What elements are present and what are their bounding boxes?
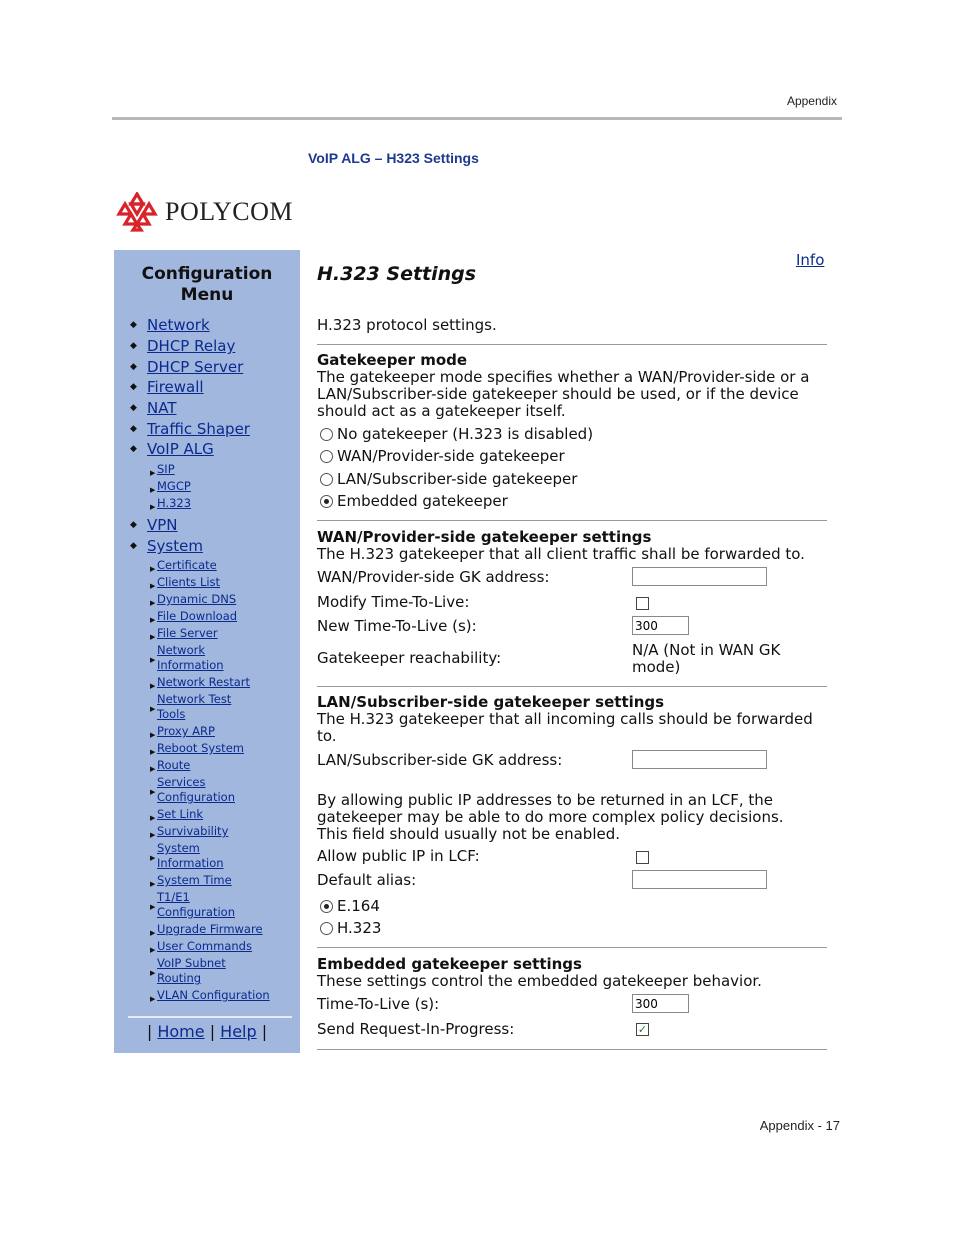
triangle-bullet-icon: ▶	[150, 731, 156, 739]
submenu-link[interactable]: Routing	[157, 971, 202, 985]
menu-item-vpn[interactable]	[130, 516, 178, 534]
menu-link[interactable]: NAT	[147, 399, 177, 417]
page-footer: Appendix - 17	[759, 1118, 840, 1133]
triangle-bullet-icon: ▶	[150, 831, 156, 839]
submenu-item-system[interactable]	[150, 956, 226, 986]
submenu-link[interactable]: Proxy ARP	[157, 724, 215, 738]
triangle-bullet-icon: ▶	[150, 946, 156, 954]
radio-button[interactable]	[320, 428, 333, 441]
submenu-link[interactable]: VoIP Subnet	[157, 956, 226, 970]
lan-settings-desc-1: The H.323 gatekeeper that all incoming calls should be forwarded	[317, 710, 813, 728]
diamond-bullet-icon: ◆	[130, 541, 137, 551]
triangle-bullet-icon: ▶	[150, 616, 156, 624]
submenu-link[interactable]: T1/E1	[157, 890, 190, 904]
submenu-item-system[interactable]	[150, 692, 231, 722]
sidebar-footer-links	[114, 1022, 300, 1041]
triangle-bullet-icon: ▶	[150, 565, 156, 573]
submenu-link[interactable]: SIP	[157, 462, 175, 476]
menu-link[interactable]: Traffic Shaper	[147, 420, 250, 438]
new-ttl-input[interactable]	[632, 616, 689, 635]
radio-button[interactable]	[320, 473, 333, 486]
menu-link[interactable]: System	[147, 537, 203, 555]
section-divider	[317, 520, 827, 521]
submenu-link[interactable]: Route	[157, 758, 191, 772]
polycom-logo	[115, 192, 293, 232]
page-title: H.323 Settings	[317, 263, 477, 285]
radio-label: H.323	[337, 919, 382, 937]
submenu-link[interactable]: Network Test	[157, 692, 232, 706]
submenu-link[interactable]: Reboot System	[157, 741, 244, 755]
page-header: Appendix	[786, 94, 837, 108]
gatekeeper-mode-desc-2: LAN/Subscriber-side gatekeeper should be used, or if the device	[317, 385, 799, 403]
submenu-link[interactable]: Network Restart	[157, 675, 251, 689]
send-rip-checkbox[interactable]: ✓	[637, 1023, 648, 1036]
gk-reachability-value	[632, 642, 780, 676]
submenu-link[interactable]: Configuration	[157, 790, 235, 804]
submenu-item-system[interactable]	[150, 643, 224, 673]
triangle-bullet-icon: ▶	[150, 748, 156, 756]
triangle-bullet-icon: ▶	[150, 633, 156, 641]
menu-item-traffic-shaper[interactable]	[130, 420, 250, 438]
radio-lan-gatekeeper[interactable]	[320, 470, 577, 488]
diamond-bullet-icon: ◆	[130, 444, 137, 454]
triangle-bullet-icon: ▶	[150, 854, 156, 862]
submenu-item-system[interactable]	[150, 890, 235, 920]
gk-reachability-value-line2: mode)	[632, 658, 681, 676]
menu-item-firewall[interactable]	[130, 378, 204, 396]
wan-gk-address-input[interactable]	[632, 567, 767, 586]
menu-link[interactable]: Firewall	[147, 378, 204, 396]
diamond-bullet-icon: ◆	[130, 403, 137, 413]
submenu-link[interactable]: User Commands	[157, 939, 252, 953]
lan-settings-heading: LAN/Subscriber-side gatekeeper settings	[317, 693, 665, 711]
logo-text: POLYCOM	[165, 197, 294, 226]
radio-button[interactable]	[320, 922, 333, 935]
menu-link[interactable]: Network	[147, 316, 210, 334]
embedded-ttl-label: Time-To-Live (s):	[317, 995, 440, 1013]
triangle-bullet-icon: ▶	[150, 969, 156, 977]
triangle-bullet-icon: ▶	[150, 788, 156, 796]
menu-item-dhcp-relay[interactable]	[130, 337, 235, 355]
triangle-bullet-icon: ▶	[150, 765, 156, 773]
new-ttl-label: New Time-To-Live (s):	[317, 617, 477, 635]
gatekeeper-mode-desc-1: The gatekeeper mode specifies whether a WAN/Provider-side or a	[317, 368, 810, 386]
radio-label: WAN/Provider-side gatekeeper	[337, 447, 565, 465]
menu-link[interactable]: VPN	[147, 516, 178, 534]
figure-caption: VoIP ALG – H323 Settings	[308, 150, 479, 166]
radio-alias-e164[interactable]	[320, 897, 380, 915]
triangle-bullet-icon: ▶	[150, 814, 156, 822]
menu-item-voip-alg[interactable]	[130, 440, 214, 458]
submenu-item-system[interactable]	[150, 841, 224, 871]
home-link[interactable]: Home	[157, 1022, 205, 1041]
diamond-bullet-icon: ◆	[130, 320, 137, 330]
submenu-link[interactable]: System	[157, 841, 200, 855]
diamond-bullet-icon: ◆	[130, 520, 137, 530]
triangle-bullet-icon: ▶	[150, 880, 156, 888]
menu-item-nat[interactable]	[130, 399, 176, 417]
modify-ttl-label: Modify Time-To-Live:	[317, 593, 470, 611]
sidebar-title-line2: Menu	[180, 285, 234, 305]
header-rule	[112, 117, 842, 120]
submenu-link[interactable]: File Download	[157, 609, 238, 623]
modify-ttl-checkbox[interactable]	[636, 597, 649, 610]
allow-public-ip-checkbox[interactable]	[636, 851, 649, 864]
embedded-settings-heading: Embedded gatekeeper settings	[317, 955, 582, 973]
radio-button-selected[interactable]	[320, 495, 333, 508]
triangle-bullet-icon: ▶	[150, 682, 156, 690]
section-divider	[317, 947, 827, 948]
diamond-bullet-icon: ◆	[130, 341, 137, 351]
submenu-link[interactable]: Certificate	[157, 558, 217, 572]
section-divider	[317, 344, 827, 345]
radio-wan-gatekeeper[interactable]	[320, 447, 565, 465]
menu-link[interactable]: VoIP ALG	[147, 440, 214, 458]
radio-label: No gatekeeper (H.323 is disabled)	[337, 425, 594, 443]
submenu-link[interactable]: Set Link	[157, 807, 204, 821]
lan-gk-address-label: LAN/Subscriber-side GK address:	[317, 751, 563, 769]
gatekeeper-mode-desc-3: should act as a gatekeeper itself.	[317, 402, 566, 420]
submenu-link[interactable]: Tools	[157, 707, 186, 721]
public-ip-desc-3: This field should usually not be enabled.	[317, 825, 621, 843]
submenu-link[interactable]: Configuration	[157, 905, 235, 919]
default-alias-label: Default alias:	[317, 871, 417, 889]
embedded-ttl-input[interactable]	[632, 994, 689, 1013]
info-link[interactable]: Info	[796, 251, 825, 269]
submenu-link[interactable]: VLAN Configuration	[157, 988, 270, 1002]
submenu-link[interactable]: Information	[157, 658, 224, 672]
diamond-bullet-icon: ◆	[130, 424, 137, 434]
triangle-bullet-icon: ▶	[150, 486, 156, 494]
submenu-link[interactable]: MGCP	[157, 479, 191, 493]
section-divider	[317, 686, 827, 687]
menu-link[interactable]: DHCP Relay	[147, 337, 236, 355]
radio-label: LAN/Subscriber-side gatekeeper	[337, 470, 578, 488]
section-divider	[317, 1049, 827, 1050]
sidebar-title-line1: Configuration	[141, 264, 273, 284]
footer-separator: |	[146, 1022, 153, 1041]
triangle-bullet-icon: ▶	[150, 582, 156, 590]
menu-item-system[interactable]	[130, 537, 203, 555]
submenu-link[interactable]: Services	[157, 775, 206, 789]
sidebar-title	[114, 264, 300, 306]
radio-button[interactable]	[320, 450, 333, 463]
menu-link[interactable]: DHCP Server	[147, 358, 244, 376]
submenu-link[interactable]: Upgrade Firmware	[157, 922, 263, 936]
intro-text: H.323 protocol settings.	[317, 316, 497, 334]
submenu-link[interactable]: Clients List	[157, 575, 221, 589]
default-alias-input[interactable]	[632, 870, 767, 889]
diamond-bullet-icon: ◆	[130, 362, 137, 372]
radio-label: Embedded gatekeeper	[337, 492, 508, 510]
triangle-bullet-icon: ▶	[150, 929, 156, 937]
radio-alias-h323[interactable]	[320, 919, 381, 937]
config-menu-sidebar	[114, 250, 300, 1053]
allow-public-ip-label: Allow public IP in LCF:	[317, 847, 480, 865]
submenu-item-system[interactable]	[150, 775, 235, 805]
radio-embedded-gatekeeper[interactable]	[320, 492, 508, 510]
triangle-bullet-icon: ▶	[150, 903, 156, 911]
triangle-bullet-icon: ▶	[150, 599, 156, 607]
gatekeeper-mode-heading: Gatekeeper mode	[317, 351, 468, 369]
submenu-link[interactable]: Information	[157, 856, 224, 870]
send-rip-label: Send Request-In-Progress:	[317, 1020, 515, 1038]
footer-separator: |	[261, 1022, 268, 1041]
submenu-item-system[interactable]	[150, 988, 270, 1007]
menu-item-dhcp-server[interactable]	[130, 358, 243, 376]
public-ip-desc-2: gatekeeper may be able to do more complex policy decisions.	[317, 808, 784, 826]
submenu-link[interactable]: Network	[157, 643, 206, 657]
embedded-settings-desc: These settings control the embedded gatekeeper behavior.	[317, 972, 762, 990]
footer-separator: |	[209, 1022, 216, 1041]
wan-settings-heading: WAN/Provider-side gatekeeper settings	[317, 528, 652, 546]
polycom-triangles-logo	[115, 192, 159, 232]
radio-no-gatekeeper[interactable]	[320, 425, 593, 443]
submenu-link[interactable]: H.323	[157, 496, 192, 510]
wan-gk-address-label: WAN/Provider-side GK address:	[317, 568, 550, 586]
gk-reachability-value-line1: N/A (Not in WAN GK	[632, 641, 781, 659]
help-link[interactable]: Help	[220, 1022, 257, 1041]
radio-label: E.164	[337, 897, 380, 915]
lan-settings-desc-2: to.	[317, 727, 337, 745]
submenu-link[interactable]: Dynamic DNS	[157, 592, 237, 606]
triangle-bullet-icon: ▶	[150, 656, 156, 664]
menu-item-network[interactable]	[130, 316, 210, 334]
lan-gk-address-input[interactable]	[632, 750, 767, 769]
radio-button-selected[interactable]	[320, 900, 333, 913]
sidebar-divider	[128, 1016, 292, 1018]
submenu-item-h323[interactable]	[150, 496, 191, 515]
triangle-bullet-icon: ▶	[150, 503, 156, 511]
triangle-bullet-icon: ▶	[150, 469, 156, 477]
submenu-link[interactable]: System Time	[157, 873, 232, 887]
submenu-link[interactable]: File Server	[157, 626, 218, 640]
triangle-bullet-icon: ▶	[150, 995, 156, 1003]
triangle-bullet-icon: ▶	[150, 705, 156, 713]
wan-settings-desc: The H.323 gatekeeper that all client traffic shall be forwarded to.	[317, 545, 805, 563]
diamond-bullet-icon: ◆	[130, 382, 137, 392]
gk-reachability-label: Gatekeeper reachability:	[317, 649, 502, 667]
submenu-link[interactable]: Survivability	[157, 824, 229, 838]
public-ip-desc-1: By allowing public IP addresses to be returned in an LCF, the	[317, 791, 773, 809]
